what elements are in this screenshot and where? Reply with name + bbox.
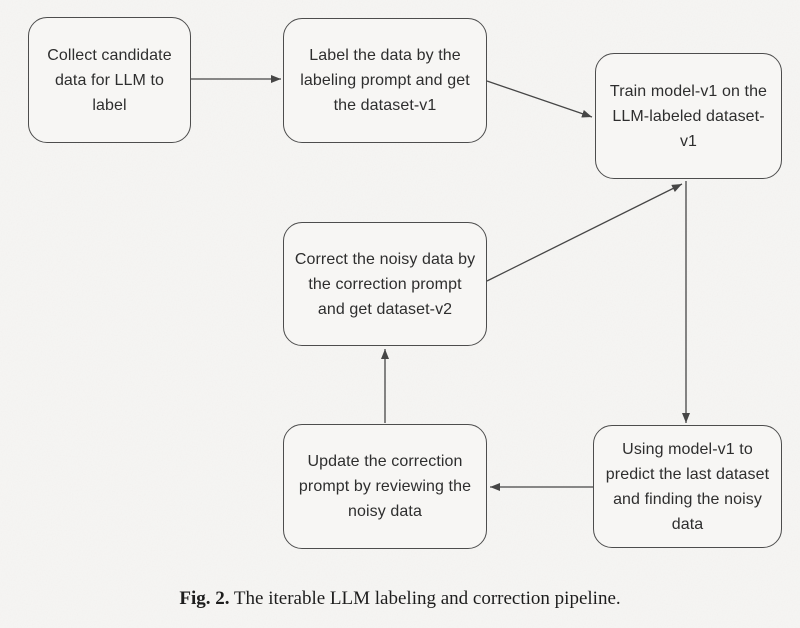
node-label-data xyxy=(283,18,487,143)
node-text: Label the data by the labeling prompt and get the dataset-v1 xyxy=(300,47,470,114)
node-text: Train model-v1 on the LLM-labeled dataset-v1 xyxy=(609,82,768,150)
figure-caption-label: Fig. 2. xyxy=(179,588,230,609)
figure-caption xyxy=(0,588,800,610)
node-text: Using model-v1 to predict the last dataset and finding the noisy data xyxy=(605,440,770,533)
figure-caption-text: The iterable LLM labeling and correction pipeline. xyxy=(233,588,621,609)
node-correct-noisy-data xyxy=(283,222,487,346)
node-collect-candidate-data xyxy=(28,17,191,143)
node-predict-noisy-data xyxy=(593,425,782,548)
node-update-correction-prompt xyxy=(283,424,487,549)
node-text: Collect candidate data for LLM to label xyxy=(47,46,172,114)
edge-label-to-train xyxy=(487,81,592,117)
node-train-model-v1 xyxy=(595,53,782,179)
edge-correct-to-train xyxy=(487,184,682,281)
node-text: Correct the noisy data by the correction prompt and get dataset-v2 xyxy=(294,250,476,318)
node-text: Update the correction prompt by reviewing the noisy data xyxy=(298,453,472,520)
